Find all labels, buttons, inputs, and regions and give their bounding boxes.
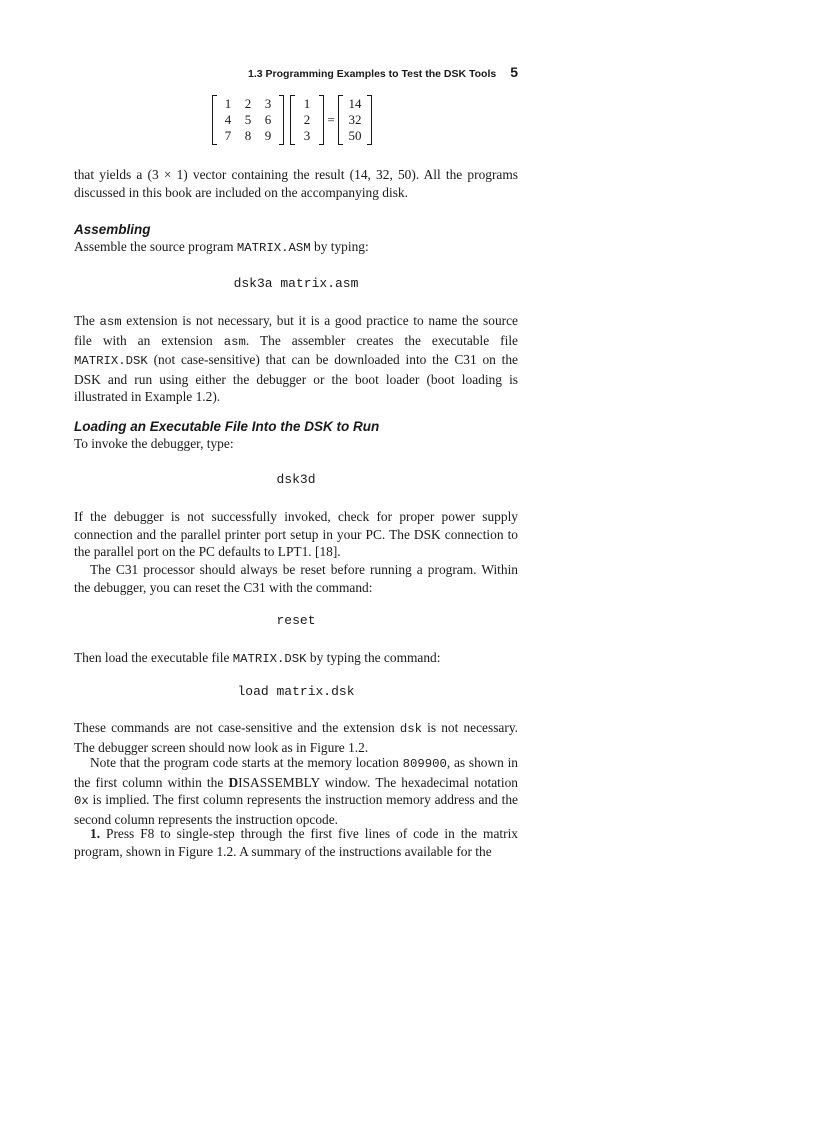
vector-cell: 2 xyxy=(303,112,311,127)
paragraph-reset: The C31 processor should always be reset before running a program. Within the debugger, you can reset the C31 with the command: xyxy=(74,562,518,595)
result-cell: 32 xyxy=(348,112,362,127)
paragraph-debugger-check: If the debugger is not successfully invoked, check for proper power supply connection and the parallel printer port setup in your PC. The DSK connection to the parallel port on the PC defaults to LPT1. [18]. xyxy=(74,509,518,560)
paragraph-memory: Note that the program code starts at the memory location 809900, as shown in the first column within the DISASSEMBLY window. The hexadecimal notation 0x is implied. The first column represents the instruction memory address and the second column represents the instruction opcode. xyxy=(74,755,518,827)
matrix-cell: 7 xyxy=(224,128,232,143)
inline-code: 809900 xyxy=(402,757,447,771)
inline-code: MATRIX.DSK xyxy=(232,652,307,666)
command-debugger: dsk3d xyxy=(276,472,316,487)
matrix-cell: 2 xyxy=(244,96,252,111)
vector-cell: 3 xyxy=(303,128,311,143)
matrix-b xyxy=(290,94,324,146)
paragraph-case: These commands are not case-sensitive and the extension dsk is not necessary. The debugger screen should now look as in Figure 1.2. xyxy=(74,720,518,755)
matrix-cell: 6 xyxy=(264,112,272,127)
result-vector xyxy=(338,94,372,146)
inline-code: dsk xyxy=(399,722,423,736)
page-number: 5 xyxy=(510,64,518,80)
step-number: 1. xyxy=(90,826,101,841)
inline-code: asm xyxy=(223,334,246,349)
heading-assembling: Assembling xyxy=(74,222,151,237)
result-cell: 50 xyxy=(348,128,362,143)
matrix-cell: 3 xyxy=(264,96,272,111)
result-cell: 14 xyxy=(348,96,362,111)
matrix-cell: 1 xyxy=(224,96,232,111)
bold-letter: D xyxy=(228,774,239,790)
vector-cell: 1 xyxy=(303,96,311,111)
matrix-cell: 4 xyxy=(224,112,232,127)
inline-code: MATRIX.ASM xyxy=(236,241,311,255)
paragraph-step: 1. Press F8 to single-step through the first five lines of code in the matrix program, shown in Figure 1.2. A summary of the instructions available for the xyxy=(74,826,518,859)
equals-sign: = xyxy=(327,112,335,127)
matrix-cell: 5 xyxy=(244,112,252,127)
inline-code: MATRIX.DSK xyxy=(74,354,148,369)
paragraph-result: that yields a (3 × 1) vector containing the result (14, 32, 50). All the programs discussed in this book are included on the accompanying disk. xyxy=(74,167,518,200)
matrix-cell: 8 xyxy=(244,128,252,143)
matrix-cell: 9 xyxy=(264,128,272,143)
load-intro: Then load the executable file MATRIX.DSK by typing the command: xyxy=(74,650,441,666)
assemble-intro: Assemble the source program MATRIX.ASM by typing: xyxy=(74,239,369,255)
command-reset: reset xyxy=(276,613,316,628)
debugger-intro: To invoke the debugger, type: xyxy=(74,436,234,451)
inline-code: asm xyxy=(99,315,122,329)
section-title: 1.3 Programming Examples to Test the DSK Tools xyxy=(248,68,497,80)
command-assemble: dsk3a matrix.asm xyxy=(233,276,359,291)
paragraph-asm-extension: The asm extension is not necessary, but it is a good practice to name the source file with an extension asm. The assembler creates the executable file MATRIX.DSK (not case-sensitive) that can be downloaded into the C31 on the DSK and run using either the debugger or the boot loader (boot loading is illustrated in Example 1.2). xyxy=(74,313,519,405)
matrix-a xyxy=(212,94,284,146)
running-head xyxy=(74,64,518,80)
heading-loading: Loading an Executable File Into the DSK to Run xyxy=(74,419,380,434)
matrix-equation xyxy=(212,92,372,148)
inline-code: 0x xyxy=(74,794,89,809)
command-load: load matrix.dsk xyxy=(237,684,355,699)
